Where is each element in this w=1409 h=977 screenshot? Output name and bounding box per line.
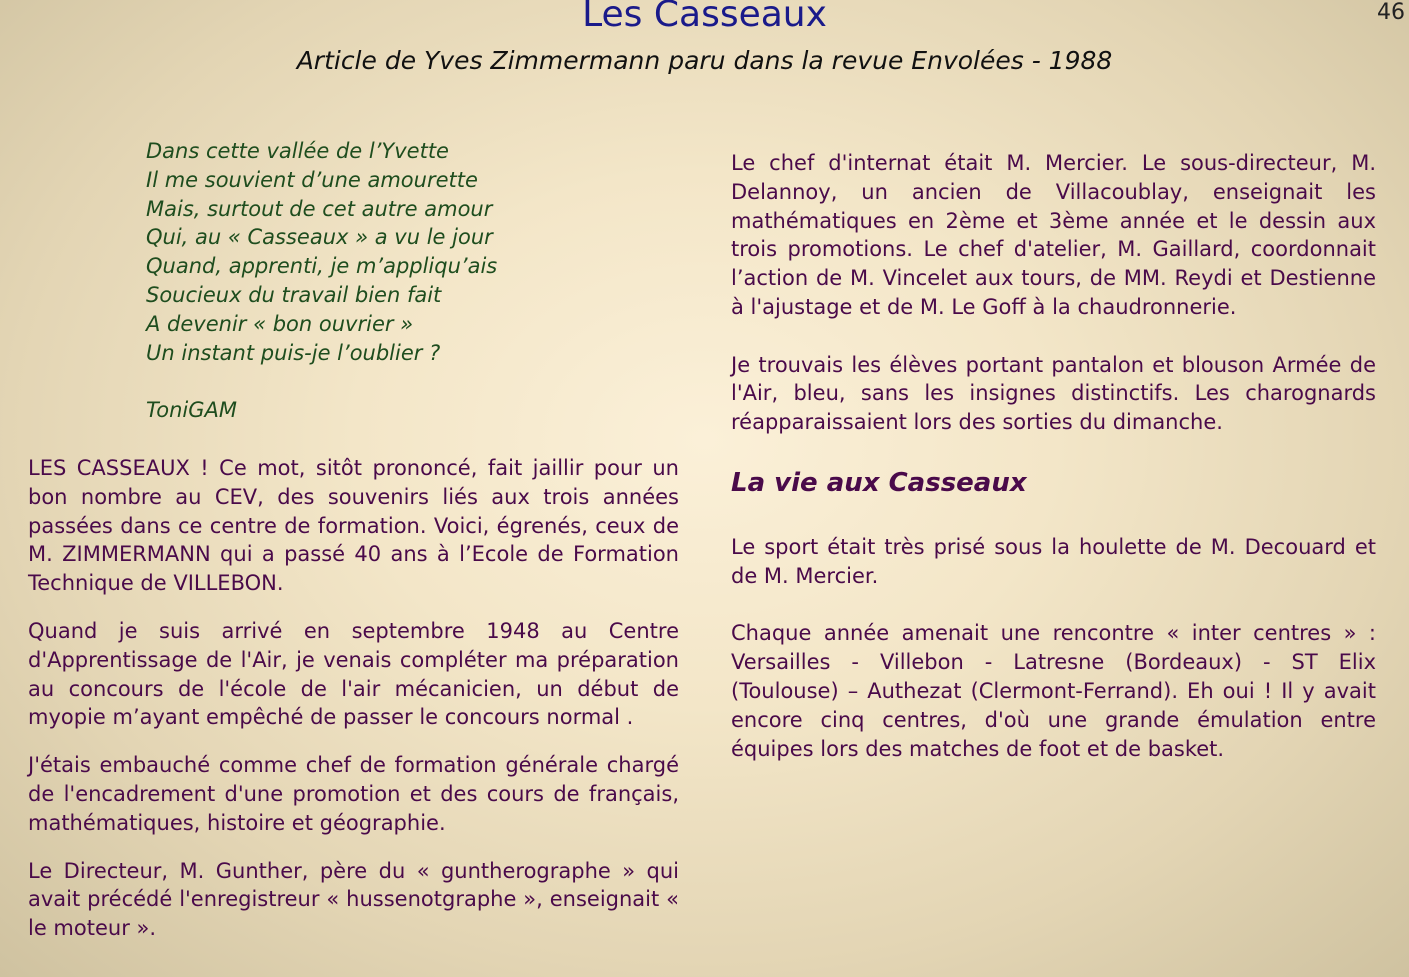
body-paragraph: Le sport était très prisé sous la houlette de M. Decouard et de M. Mercier. [731, 534, 1376, 588]
page-title: Les Casseaux [582, 0, 827, 35]
body-paragraph: Le chef d'internat était M. Mercier. Le sous-directeur, M. Delannoy, un ancien de Villacoublay, enseignait les mathématiques en 2ème et 3ème année et le dessin aux trois promotions. Le chef d'atelier, M. Gaillard, coordonnait l’action de M. Vincelet aux tours, de MM. Reydi et Destienne à l'ajustage et de M. Le Goff à la chaudronnerie. [731, 151, 1376, 319]
poem-line: Soucieux du travail bien fait [146, 282, 442, 307]
left-column [28, 454, 679, 943]
poem [146, 137, 497, 425]
poem-line: Quand, apprenti, je m’appliqu’ais [146, 254, 498, 279]
right-column [731, 149, 1376, 763]
poem-line: Dans cette vallée de l’Yvette [146, 139, 449, 163]
body-paragraph: Chaque année amenait une rencontre « inter centres » : Versailles - Villebon - Latresne (Bordeaux) - ST Elix (Toulouse) – Authezat (Clermont-Ferrand). Eh oui ! Il y avait encore cinq centres, d'où une grande émulation entre équipes lors des matches de foot et de basket. [731, 621, 1376, 761]
poem-author: ToniGAM [146, 398, 237, 423]
poem-line: Il me souvient d’une amourette [146, 167, 478, 192]
body-paragraph: J'étais embauché comme chef de formation générale chargé de l'encadrement d'une promotion et des cours de français, mathématiques, histoire et géographie. [28, 753, 679, 835]
section-heading: La vie aux Casseaux [731, 467, 1027, 498]
body-paragraph: Le Directeur, M. Gunther, père du « guntherographe » qui avait précédé l'enregistreur « hussenotgraphe », enseignait « le moteur ». [28, 858, 679, 941]
poem-line: Mais, surtout de cet autre amour [146, 196, 493, 221]
poem-line: Un instant puis-je l’oublier ? [146, 340, 441, 365]
body-paragraph: Quand je suis arrivé en septembre 1948 au Centre d'Apprentissage de l'Air, je venais compléter ma préparation au concours de l'école de l'air mécanicien, un début de myopie m’ayant empêché de passer le concours normal . [28, 618, 679, 730]
poem-line: Qui, au « Casseaux » a vu le jour [146, 225, 493, 250]
body-paragraph: LES CASSEAUX ! Ce mot, sitôt prononcé, fait jaillir pour un bon nombre au CEV, des souvenirs liés aux trois années passées dans ce centre de formation. Voici, égrenés, ceux de M. ZIMMERMANN qui a passé 40 ans à l’Ecole de Formation Technique de VILLEBON. [28, 456, 679, 596]
page-number: 46 [1377, 0, 1405, 25]
body-paragraph: Je trouvais les élèves portant pantalon et blouson Armée de l'Air, bleu, sans les insignes distinctifs. Les charognards réapparaissaient lors des sorties du dimanche. [731, 352, 1376, 435]
page-subtitle: Article de Yves Zimmermann paru dans la revue Envolées - 1988 [296, 46, 1113, 75]
poem-line: A devenir « bon ouvrier » [146, 311, 414, 336]
